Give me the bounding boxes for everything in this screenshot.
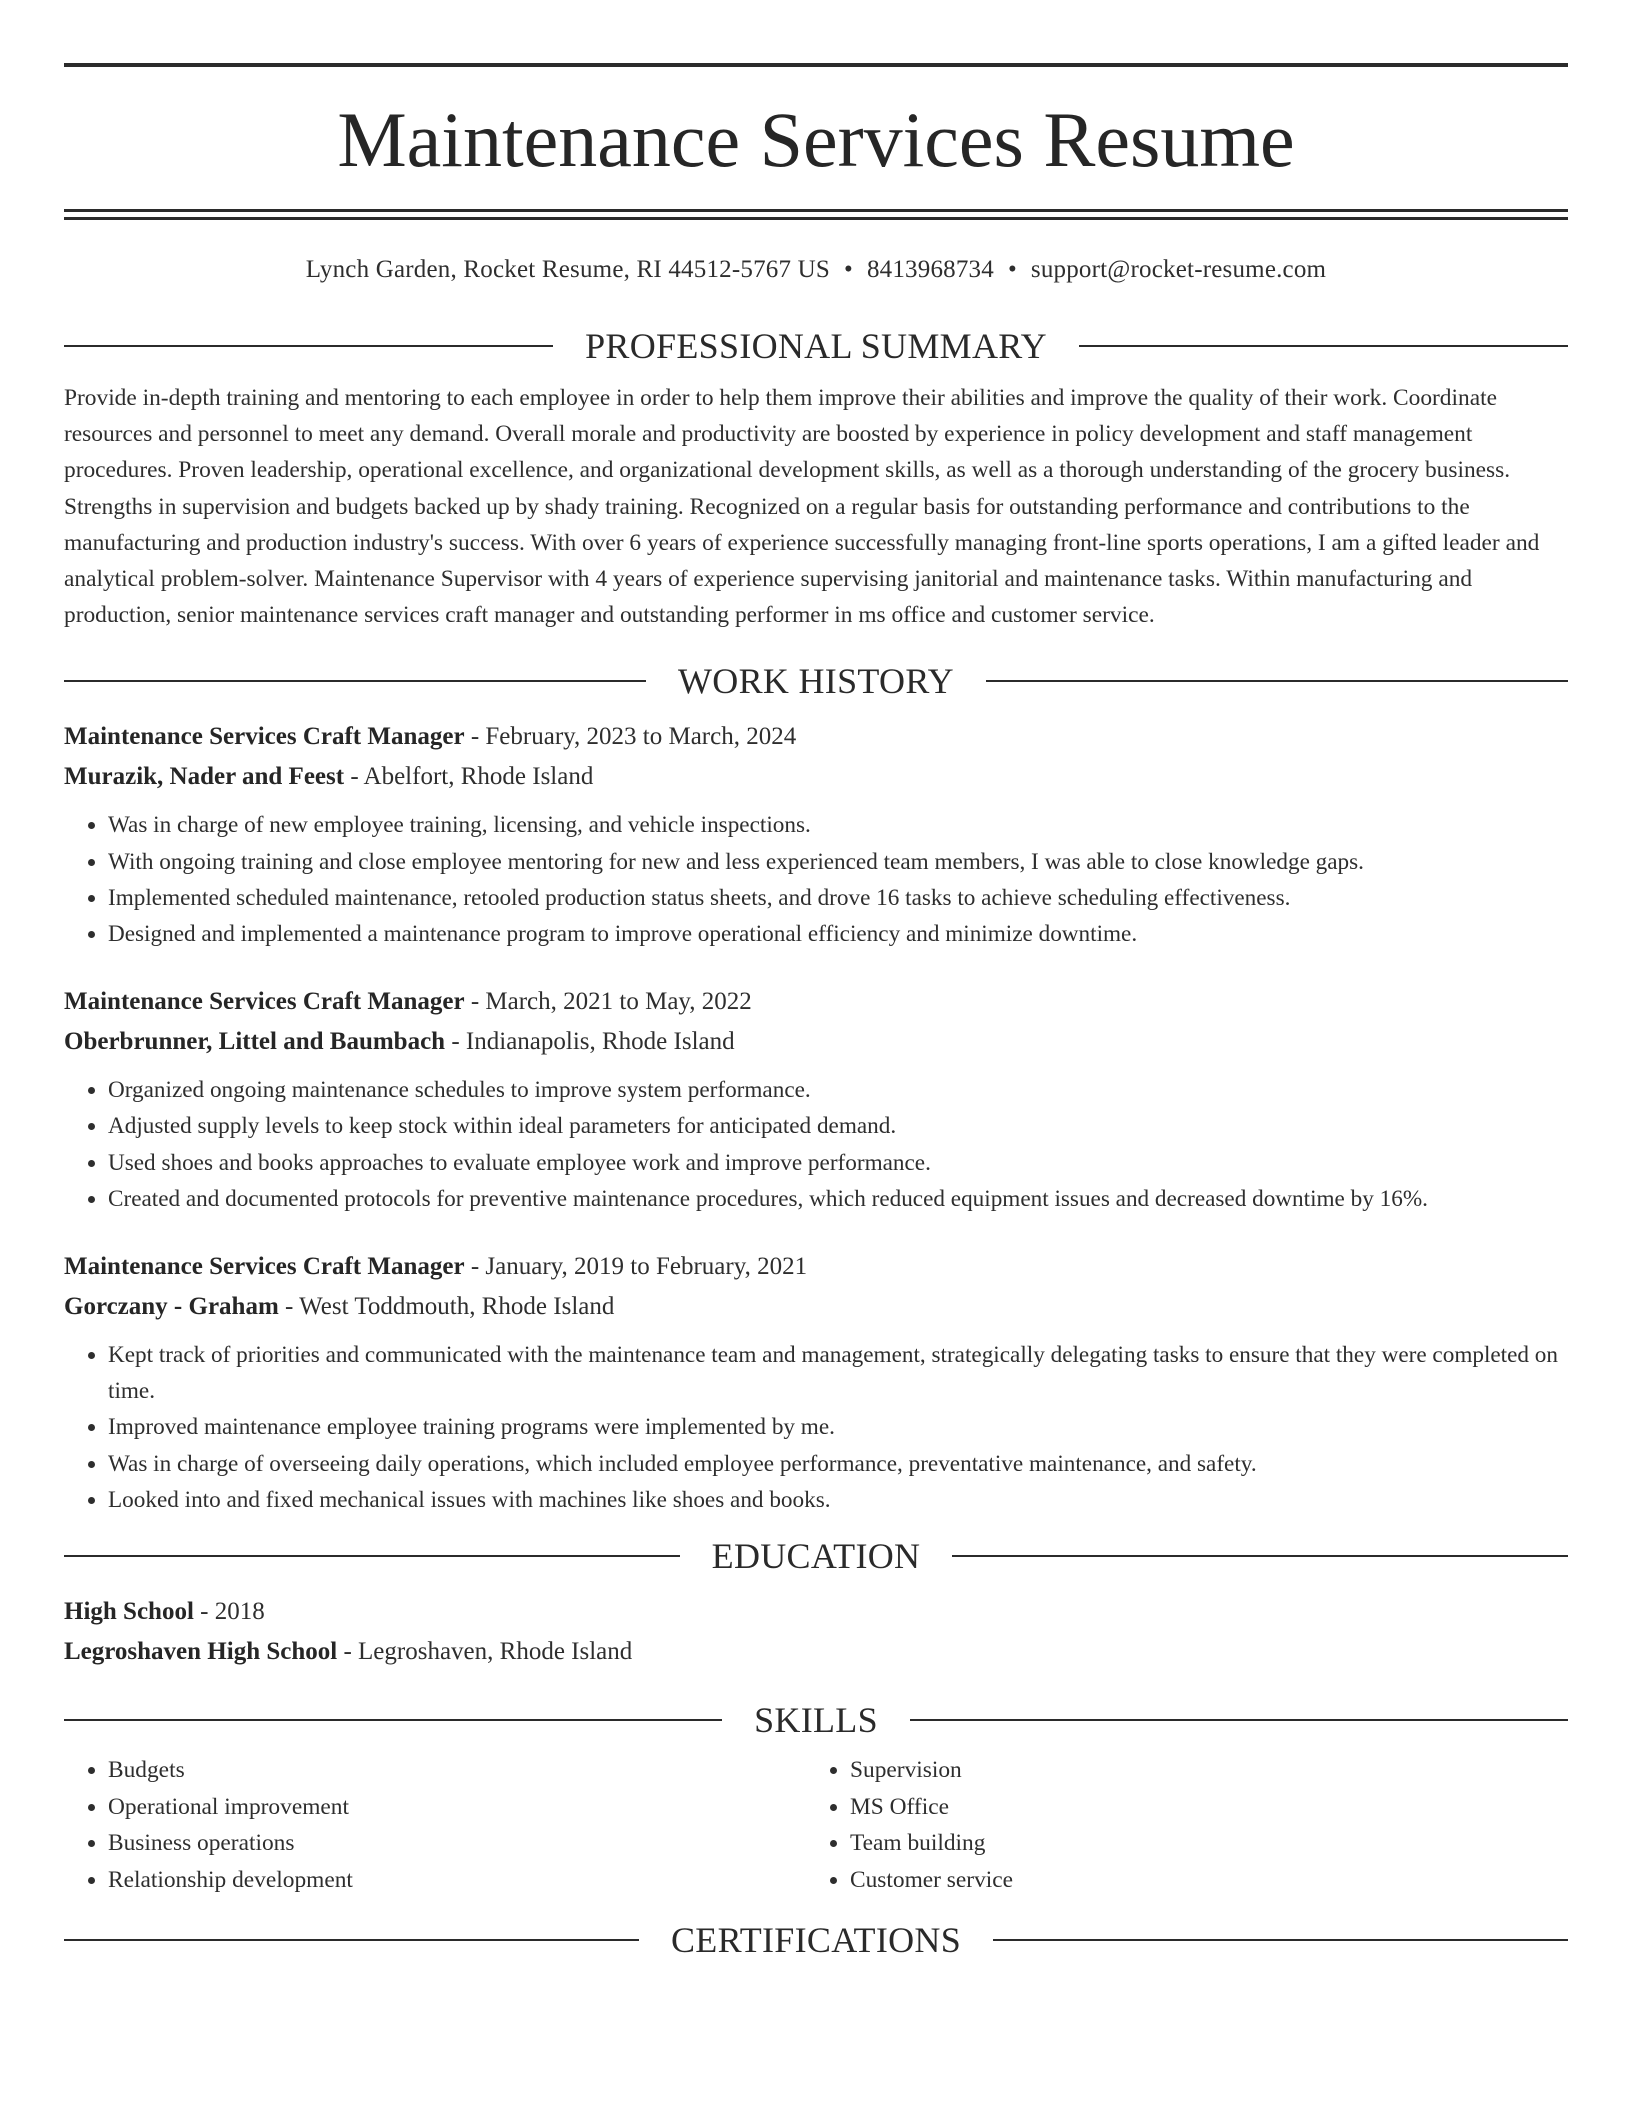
job-company: Oberbrunner, Littel and Baumbach — [64, 1028, 446, 1056]
contact-address: Lynch Garden, Rocket Resume, RI 44512-5767 US — [305, 256, 830, 283]
skills-list — [64, 1752, 1568, 1898]
skill-item: • Relationship development — [108, 1862, 806, 1899]
top-rule — [64, 63, 1568, 67]
skill-item: • Budgets — [108, 1752, 806, 1789]
job-company-line — [64, 1287, 1568, 1327]
job-dates: - February, 2023 to March, 2024 — [464, 723, 797, 751]
divider — [910, 1719, 1568, 1721]
summary-text: Provide in-depth training and mentoring to each employee in order to help them improve their abilities and improve the quality of their work. Coordinate resources and personnel to meet any demand. Overall morale and productivity are boosted by experience in policy development and staff management procedures. Proven leadership, operational excellence, and organizational development skills, as well as a thorough understanding of the grocery business. Strengths in supervision and budgets backed up by shady training. Recognized on a regular basis for outstanding performance and contributions to the manufacturing and production industry's success. With over 6 years of experience successfully managing front-line sports operations, I am a gifted leader and analytical problem-solver. Maintenance Supervisor with 4 years of experience supervising janitorial and maintenance tasks. Within manufacturing and production, senior maintenance services craft manager and outstanding performer in ms office and customer service. — [64, 385, 1540, 629]
skill-item: • Business operations — [108, 1825, 806, 1862]
divider — [64, 1555, 680, 1557]
job-title: Maintenance Services Craft Manager — [64, 988, 465, 1016]
job-entry — [64, 982, 1568, 1217]
job-bullets — [64, 807, 1568, 952]
job-company-line — [64, 1022, 1568, 1062]
contact-separator: • — [1007, 256, 1017, 283]
skill-item: • Customer service — [850, 1862, 1548, 1899]
resume-title: Maintenance Services Resume — [337, 96, 1295, 183]
job-location: - Abelfort, Rhode Island — [344, 763, 594, 791]
divider — [986, 680, 1568, 682]
job-company: Gorczany - Graham — [64, 1293, 279, 1321]
divider — [952, 1555, 1568, 1557]
section-title: EDUCATION — [711, 1536, 921, 1577]
education-degree-line — [64, 1592, 1568, 1632]
job-entry — [64, 1247, 1568, 1518]
list-item: • Used shoes and books approaches to evaluate employee work and improve performance. — [108, 1145, 1568, 1181]
section-header-education — [64, 1534, 1568, 1578]
skills-column-right — [806, 1752, 1548, 1898]
skill-item: • MS Office — [850, 1789, 1548, 1826]
skill-item: • Team building — [850, 1825, 1548, 1862]
job-title: Maintenance Services Craft Manager — [64, 723, 465, 751]
job-dates: - March, 2021 to May, 2022 — [464, 988, 752, 1016]
list-item: • Looked into and fixed mechanical issues with machines like shoes and books. — [108, 1482, 1568, 1518]
list-item: • Designed and implemented a maintenance program to improve operational efficiency and minimize downtime. — [108, 916, 1568, 952]
divider — [993, 1939, 1568, 1941]
list-item: • Kept track of priorities and communicated with the maintenance team and management, strategically delegating tasks to ensure that they were completed on time. — [108, 1337, 1568, 1409]
section-header-skills — [64, 1698, 1568, 1742]
skill-item: • Supervision — [850, 1752, 1548, 1789]
job-title-line — [64, 1247, 1568, 1287]
list-item: • Created and documented protocols for preventive maintenance procedures, which reduced equipment issues and decreased downtime by 16%. — [108, 1181, 1568, 1217]
job-title: Maintenance Services Craft Manager — [64, 1253, 465, 1281]
divider — [64, 1939, 639, 1941]
title-double-rule — [64, 209, 1568, 220]
section-header-summary — [64, 324, 1568, 368]
list-item: • Improved maintenance employee training programs were implemented by me. — [108, 1409, 1568, 1445]
section-title: WORK HISTORY — [678, 661, 954, 702]
job-title-line — [64, 982, 1568, 1022]
contact-line — [64, 254, 1568, 286]
job-location: - West Toddmouth, Rhode Island — [278, 1293, 615, 1321]
divider — [1079, 345, 1568, 347]
list-item: • Was in charge of overseeing daily operations, which included employee performance, preventative maintenance, and safety. — [108, 1446, 1568, 1482]
divider — [64, 680, 646, 682]
divider — [64, 345, 553, 347]
section-title: PROFESSIONAL SUMMARY — [585, 326, 1047, 366]
job-location: - Indianapolis, Rhode Island — [445, 1028, 735, 1056]
section-header-certifications — [64, 1918, 1568, 1962]
education-location: - Legroshaven, Rhode Island — [337, 1638, 633, 1666]
job-company-line — [64, 757, 1568, 797]
job-dates: - January, 2019 to February, 2021 — [464, 1253, 808, 1281]
list-item: • Organized ongoing maintenance schedules to improve system performance. — [108, 1072, 1568, 1108]
skill-item: • Operational improvement — [108, 1789, 806, 1826]
resume-page — [64, 0, 1568, 1962]
list-item: • Was in charge of new employee training, licensing, and vehicle inspections. — [108, 807, 1568, 843]
list-item: • With ongoing training and close employee mentoring for new and less experienced team members, I was able to close knowledge gaps. — [108, 844, 1568, 880]
job-bullets — [64, 1337, 1568, 1518]
education-school-line — [64, 1632, 1568, 1672]
skills-column-left — [64, 1752, 806, 1898]
contact-phone: 8413968734 — [866, 256, 994, 283]
job-company: Murazik, Nader and Feest — [64, 763, 345, 791]
job-title-line — [64, 717, 1568, 757]
section-title: CERTIFICATIONS — [670, 1920, 962, 1961]
list-item: • Implemented scheduled maintenance, retooled production status sheets, and drove 16 tasks to achieve scheduling effectiveness. — [108, 880, 1568, 916]
section-header-work — [64, 659, 1568, 703]
section-title: SKILLS — [754, 1700, 878, 1741]
list-item: • Adjusted supply levels to keep stock within ideal parameters for anticipated demand. — [108, 1108, 1568, 1144]
job-entry — [64, 717, 1568, 952]
divider — [64, 1719, 722, 1721]
education-year: - 2018 — [193, 1598, 265, 1626]
contact-email: support@rocket-resume.com — [1030, 256, 1327, 283]
contact-separator: • — [844, 256, 853, 283]
job-bullets — [64, 1072, 1568, 1217]
education-entry — [64, 1592, 1568, 1672]
education-school: Legroshaven High School — [64, 1638, 338, 1666]
education-degree: High School — [64, 1598, 194, 1626]
